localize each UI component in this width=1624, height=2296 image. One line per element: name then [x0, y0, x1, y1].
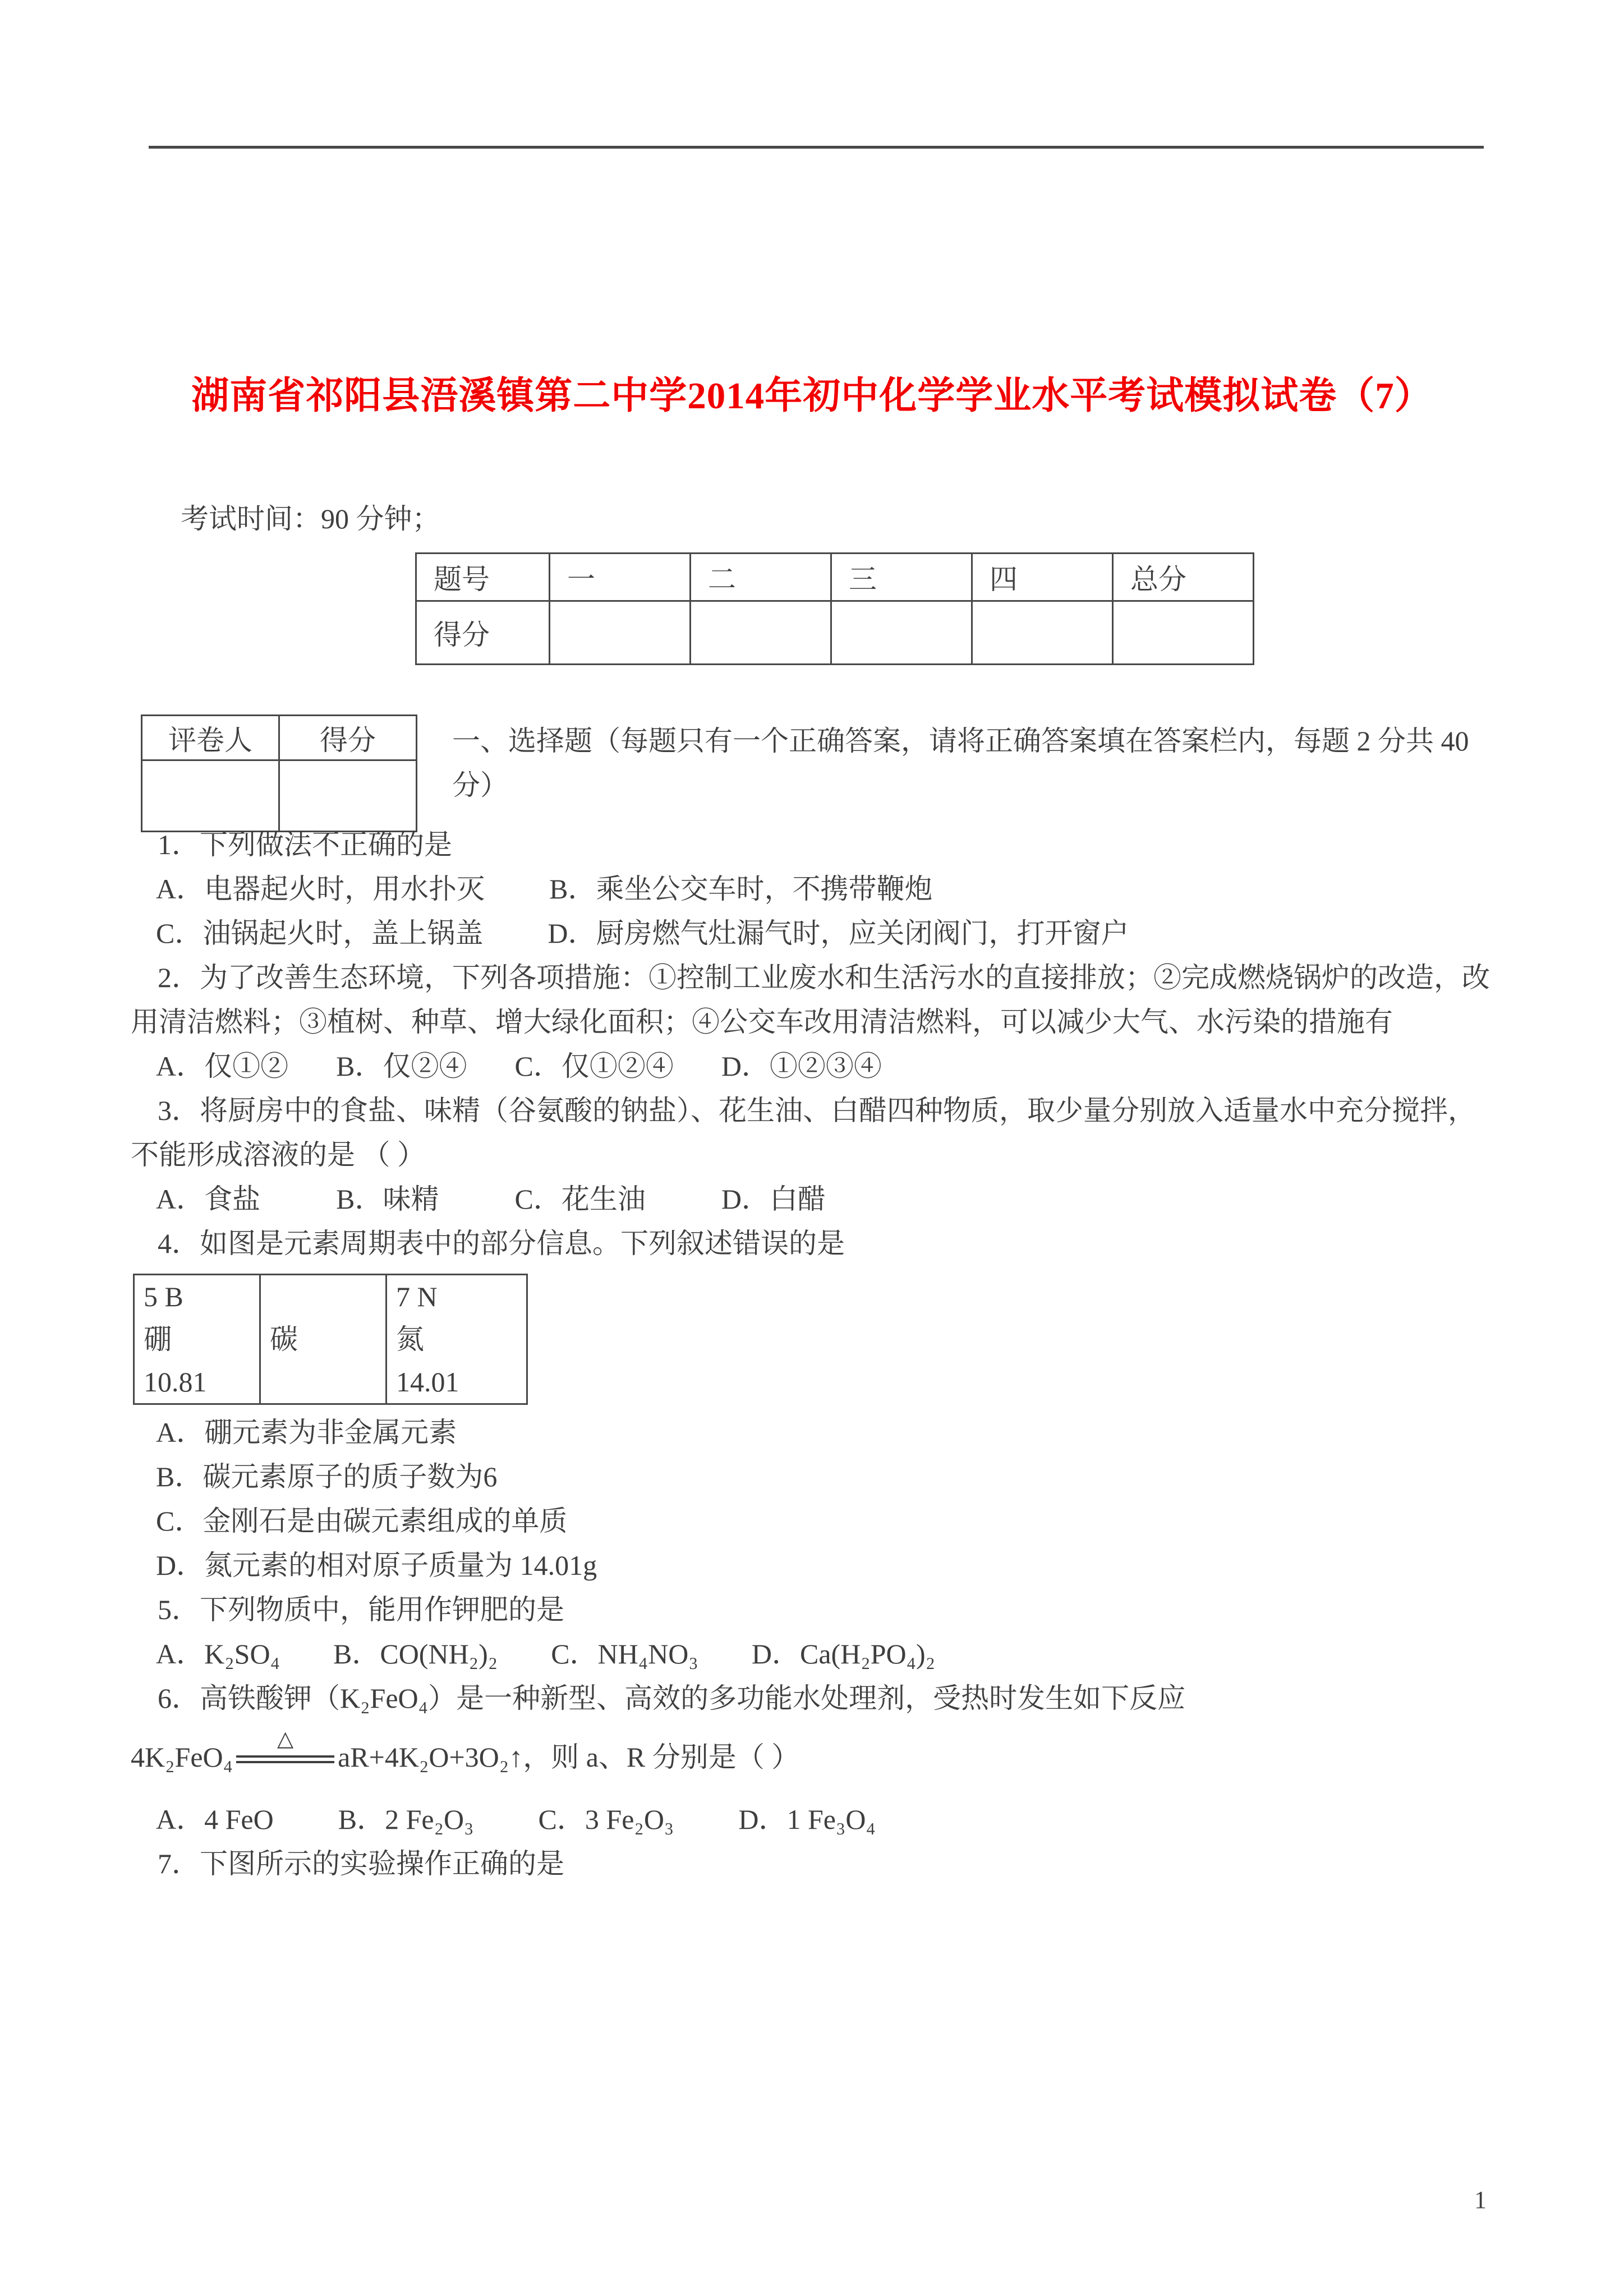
- q4-option-a: A．硼元素为非金属元素: [156, 1417, 457, 1448]
- q6-option-b: B．2 Fe₂O₃: [338, 1804, 474, 1835]
- element-number-symbol: 7 N: [396, 1281, 438, 1312]
- element-blank-line: [270, 1275, 385, 1318]
- q5-option-d: D．Ca(H₂PO₄)₂: [751, 1638, 936, 1670]
- q5-stem: 5．下列物质中，能用作钾肥的是: [158, 1594, 564, 1625]
- q1-option-a: A．电器起火时，用水扑灭: [156, 873, 485, 905]
- q2-stem: 2．为了改善生态环境，下列各项措施：①控制工业废水和生活污水的直接排放；②完成燃烧锅炉的改造，改用清洁燃料；③植树、种草、增大绿化面积；④公交车改用清洁燃料，可以减少大气、水污染的措施有: [131, 962, 1490, 1038]
- grader-table-empty-row: [142, 760, 417, 832]
- element-mass: 10.81: [144, 1366, 207, 1398]
- q6-option-a: A．4 FeO: [156, 1804, 274, 1835]
- q5-option-c: C．NH₄NO₃: [551, 1638, 698, 1670]
- score-table-header-cell: 一: [550, 554, 691, 601]
- q2-option-c: C．仅①②④: [514, 1050, 674, 1082]
- q1-options-row-1: [131, 867, 1494, 911]
- score-table: [415, 552, 1254, 665]
- grader-label-cell: 评卷人: [142, 716, 279, 760]
- q2-option-b: B．仅②④: [336, 1050, 467, 1082]
- score-cell-empty: [972, 601, 1113, 665]
- q1-options-row-2: [131, 911, 1494, 956]
- q1-option-c: C．油锅起火时，盖上锅盖: [156, 918, 484, 949]
- section-1-heading: 一、选择题（每题只有一个正确答案，请将正确答案填在答案栏内，每题 2 分共 40 分）: [452, 725, 1469, 801]
- q6-options-row: [131, 1797, 1494, 1842]
- q4-stem: 4．如图是元素周期表中的部分信息。下列叙述错误的是: [158, 1228, 845, 1259]
- q5-option-b: B．CO(NH₂)₂: [333, 1638, 498, 1670]
- grader-score-label-cell: 得分: [279, 716, 417, 760]
- score-table-header-cell: 四: [972, 554, 1113, 601]
- score-table-header-row: [416, 554, 1254, 601]
- score-table-header-cell: 总分: [1113, 554, 1254, 601]
- periodic-table-row: [134, 1275, 527, 1404]
- element-mass: 14.01: [396, 1366, 459, 1398]
- grader-cell-empty: [142, 760, 279, 832]
- q3-options-row: [131, 1177, 1494, 1221]
- score-cell-empty: [691, 601, 831, 665]
- q4-option-d: D．氮元素的相对原子质量为 14.01g: [156, 1550, 597, 1581]
- score-cell-empty: [550, 601, 691, 665]
- element-cell-nitrogen: [387, 1275, 527, 1404]
- q6-option-d: D．1 Fe₃O₄: [738, 1804, 876, 1835]
- q3-option-a: A．食盐: [156, 1183, 261, 1215]
- periodic-table-excerpt: [133, 1274, 528, 1405]
- element-name: 碳: [270, 1324, 298, 1355]
- grader-table: [141, 714, 417, 832]
- q5-options-row: [131, 1632, 1494, 1676]
- page-title: 湖南省祁阳县浯溪镇第二中学2014年初中化学学业水平考试模拟试卷（7）: [191, 375, 1433, 417]
- element-cell-carbon: [260, 1275, 387, 1404]
- equation-left: 4K₂FeO₄: [131, 1741, 233, 1773]
- q6-stem: 6．高铁酸钾（K₂FeO₄）是一种新型、高效的多功能水处理剂，受热时发生如下反应: [158, 1682, 1186, 1714]
- q4-options: [131, 1410, 1494, 1588]
- q3-option-b: B．味精: [336, 1183, 439, 1215]
- top-rule: [149, 146, 1484, 149]
- q4-option-c: C．金刚石是由碳元素组成的单质: [156, 1505, 568, 1537]
- element-cell-boron: [134, 1275, 260, 1404]
- q1-option-d: D．厨房燃气灶漏气时，应关闭阀门，打开窗户: [548, 918, 1129, 949]
- q5-option-a: A．K₂SO₄: [156, 1638, 280, 1670]
- page-number: 1: [1474, 2186, 1487, 2214]
- q3-stem: 3．将厨房中的食盐、味精（谷氨酸的钠盐）、花生油、白醋四种物质，取少量分别放入适量水中充分搅拌，不能形成溶液的是 （ ）: [131, 1095, 1476, 1170]
- equation-right: aR+4K₂O+3O₂↑，则 a、R 分别是（ ）: [338, 1741, 800, 1773]
- q1-stem: 1．下列做法不正确的是: [158, 829, 452, 860]
- score-row-label: 得分: [416, 601, 550, 665]
- element-number-symbol: 5 B: [144, 1281, 183, 1312]
- q3-option-c: C．花生油: [514, 1183, 646, 1215]
- q7-stem: 7．下图所示的实验操作正确的是: [158, 1848, 564, 1879]
- questions-section: [131, 823, 1494, 1886]
- q2-options-row: [131, 1044, 1494, 1089]
- q3-option-d: D．白醋: [721, 1183, 826, 1215]
- grader-cell-empty: [279, 760, 417, 832]
- q6-option-c: C．3 Fe₂O₃: [538, 1804, 674, 1835]
- delta-heat-symbol: △: [277, 1727, 294, 1751]
- element-name: 硼: [144, 1324, 172, 1355]
- score-table-header-cell: 二: [691, 554, 831, 601]
- q2-option-a: A．仅①②: [156, 1050, 289, 1082]
- exam-time-label: 考试时间：90 分钟；: [181, 503, 440, 534]
- score-table-header-cell: 三: [831, 554, 972, 601]
- score-table-score-row: [416, 601, 1254, 665]
- q6-equation: [131, 1727, 1494, 1779]
- element-name: 氮: [396, 1324, 424, 1355]
- score-cell-empty: [831, 601, 972, 665]
- grader-table-header-row: [142, 716, 417, 760]
- reaction-condition-line: [236, 1727, 334, 1763]
- element-blank-line: [270, 1361, 385, 1403]
- score-table-header-cell: 题号: [416, 554, 550, 601]
- score-cell-empty: [1113, 601, 1254, 665]
- q4-option-b: B．碳元素原子的质子数为6: [156, 1461, 498, 1492]
- q2-option-d: D．①②③④: [721, 1050, 882, 1082]
- q1-option-b: B．乘坐公交车时，不携带鞭炮: [549, 873, 933, 905]
